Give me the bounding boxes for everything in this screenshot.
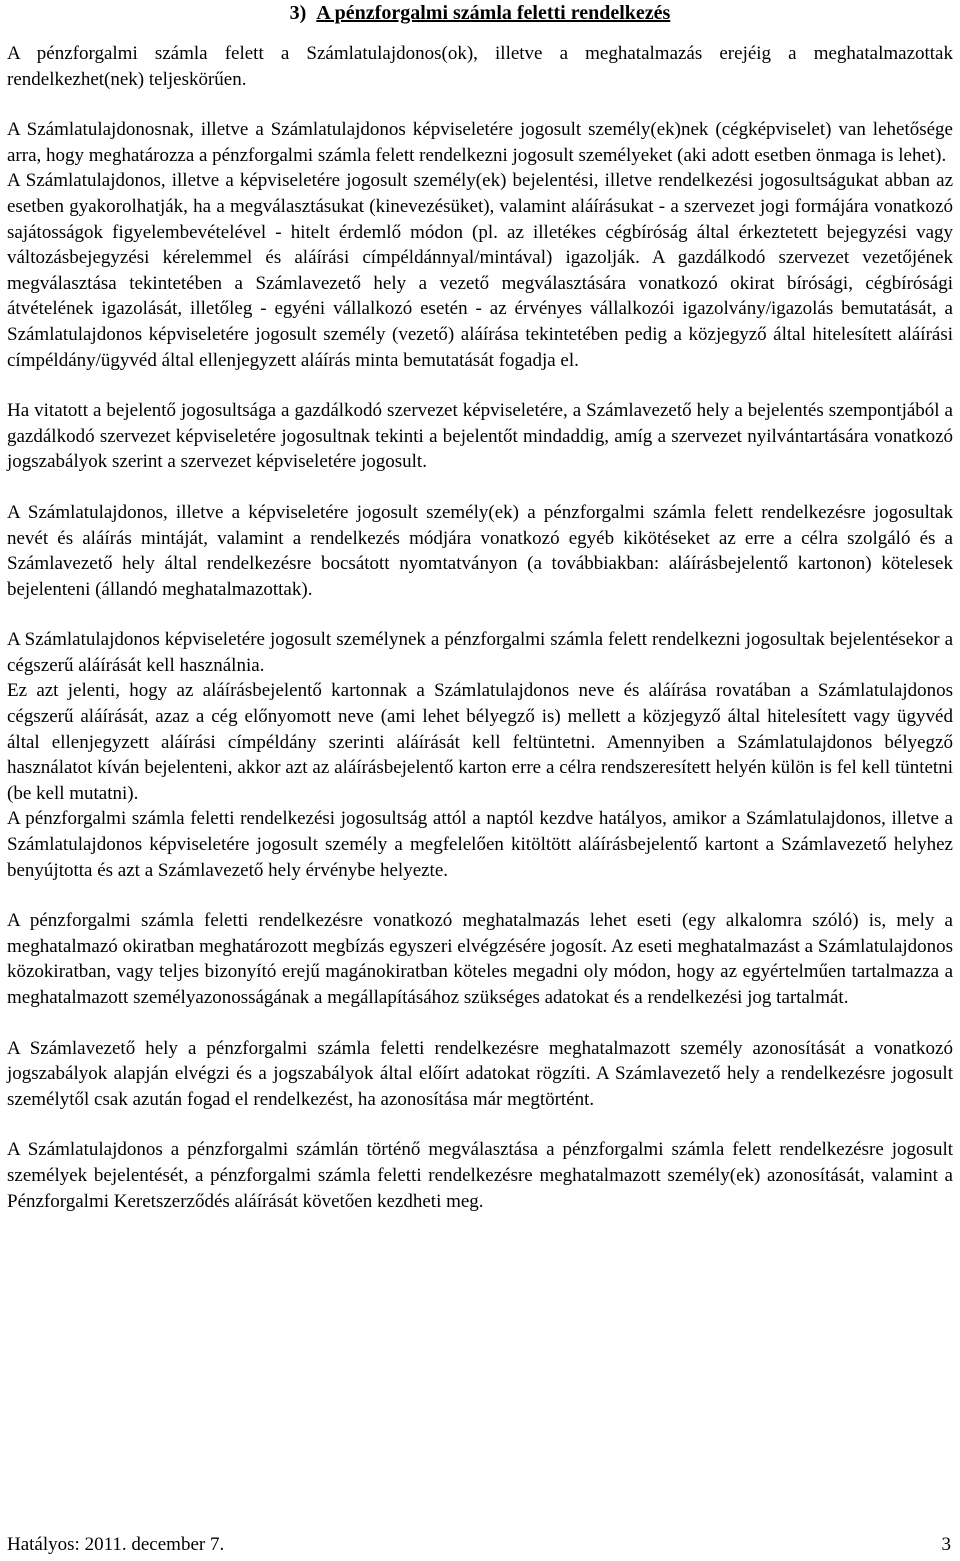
section-title: A pénzforgalmi számla feletti rendelkezés — [316, 2, 671, 24]
section-heading — [7, 0, 953, 26]
paragraph-3: A Számlatulajdonos, illetve a képviseletére jogosult személy(ek) bejelentési, illetve rendelkezési jogosultságukat abban az esetben gyakorolhatják, ha a megválasztásukat (kinevezésüket), valamint aláírásukat - a szervezet jogi formájára vonatkozó sajátosságok figyelembevételével - hitelt érdemlő módon (pl. az illetékes cégbíróság által érkeztetett bejegyzési vagy változásbejegyzési kérelemmel és aláírási címpéldánnyal/mintával) igazolják. A gazdálkodó szervezet vezetőjének megválasztása tekintetében a Számlavezető hely a vezető megválasztására vonatkozó okirat bírósági, cégbírósági átvételének igazolását, illetőleg - egyéni vállalkozó esetén - az érvényes vállalkozói igazolvány/igazolás bemutatását, a Számlatulajdonos képviseletére jogosult személy (vezető) aláírása tekintetében pedig a közjegyző által hitelesített aláírási címpéldány/ügyvéd által ellenjegyzett aláírás minta bemutatását fogadja el. — [7, 170, 953, 371]
paragraph-11: A Számlatulajdonos a pénzforgalmi számlán történő megválasztása a pénzforgalmi számla felett rendelkezésre jogosult személyek bejelentését, a pénzforgalmi számla feletti rendelkezésre meghatalmazott személy(ek) azonosítását, valamint a Pénzforgalmi Keretszerződés aláírását követően kezdheti meg. — [7, 1139, 953, 1212]
paragraph-8: A pénzforgalmi számla feletti rendelkezési jogosultság attól a naptól kezdve hatályos, amikor a Számlatulajdonos, illetve a Számlatulajdonos képviseletére jogosult személy a megfelelően kitöltött aláírásbejelentő kartont a Számlavezető helyhez benyújtotta és azt a Számlavezető hely érvénybe helyezte. — [7, 808, 953, 881]
paragraph-1: A pénzforgalmi számla felett a Számlatulajdonos(ok), illetve a meghatalmazás erejéig a meghatalmazottak rendelkezhet(nek) teljeskörűen. — [7, 43, 953, 90]
page-number: 3 — [941, 1534, 951, 1555]
paragraph-5: A Számlatulajdonos, illetve a képviseletére jogosult személy(ek) a pénzforgalmi számla felett rendelkezésre jogosultak nevét és aláírás mintáját, valamint a rendelkezés módjára vonatkozó egyéb kikötéseket az erre a célra szolgáló és a Számlavezető hely által rendelkezésre bocsátott nyomtatványon (a továbbiakban: aláírásbejelentő kartonon) kötelesek bejelenteni (állandó meghatalmazottak). — [7, 501, 953, 600]
document-page — [7, 0, 953, 1214]
effective-date: Hatályos: 2011. december 7. — [7, 1534, 225, 1555]
paragraph-7: Ez azt jelenti, hogy az aláírásbejelentő kartonnak a Számlatulajdonos neve és aláírása rovatában a Számlatulajdonos cégszerű aláírását, azaz a cég előnyomott neve (ami lehet bélyegző is) mellett a közjegyző által hitelesített vagy ügyvéd által ellenjegyzett aláírási címpéldány szerinti aláírását kell feltüntetni. Amennyiben a Számlatulajdonos bélyegző használatot kíván bejelenteni, akkor azt az aláírásbejelentő karton erre a célra rendszeresített helyén külön is fel kell tüntetni (be kell mutatni). — [7, 680, 953, 804]
paragraph-4: Ha vitatott a bejelentő jogosultsága a gazdálkodó szervezet képviseletére, a Számlavezető hely a bejelentés szempontjából a gazdálkodó szervezet képviseletére jogosultnak tekinti a bejelentőt mindaddig, amíg a szervezet nyilvántartására vonatkozó jogszabályok szerint a szervezet képviseletére jogosult. — [7, 400, 953, 473]
paragraph-2: A Számlatulajdonosnak, illetve a Számlatulajdonos képviseletére jogosult személy(ek)nek (cégképviselet) van lehetősége arra, hogy meghatározza a pénzforgalmi számla felett rendelkezni jogosult személyeket (aki adott esetben önmaga is lehet). — [7, 119, 953, 166]
section-number: 3) — [289, 2, 307, 24]
paragraph-10: A Számlavezető hely a pénzforgalmi számla feletti rendelkezésre meghatalmazott személy azonosítását a vonatkozó jogszabályok alapján elvégzi és a jogszabályok által előírt adatokat rögzíti. A Számlavezető hely a rendelkezésre jogosult személytől csak azután fogad el rendelkezést, ha azonosítása már megtörtént. — [7, 1037, 953, 1110]
paragraph-9: A pénzforgalmi számla feletti rendelkezésre vonatkozó meghatalmazás lehet eseti (egy alkalomra szóló) is, mely a meghatalmazó okiratban meghatározott megbízás egyszeri elvégzésére jogosít. Az eseti meghatalmazást a Számlatulajdonos közokiratban, vagy teljes bizonyító erejű magánokiratban köteles megadni oly módon, hogy az egyértelműen tartalmazza a meghatalmazott személyazonosságának a megállapításához szükséges adatokat és a rendelkezési jog tartalmát. — [7, 910, 953, 1008]
paragraph-6: A Számlatulajdonos képviseletére jogosult személynek a pénzforgalmi számla felett rendelkezni jogosultak bejelentésekor a cégszerű aláírását kell használnia. — [7, 629, 953, 676]
